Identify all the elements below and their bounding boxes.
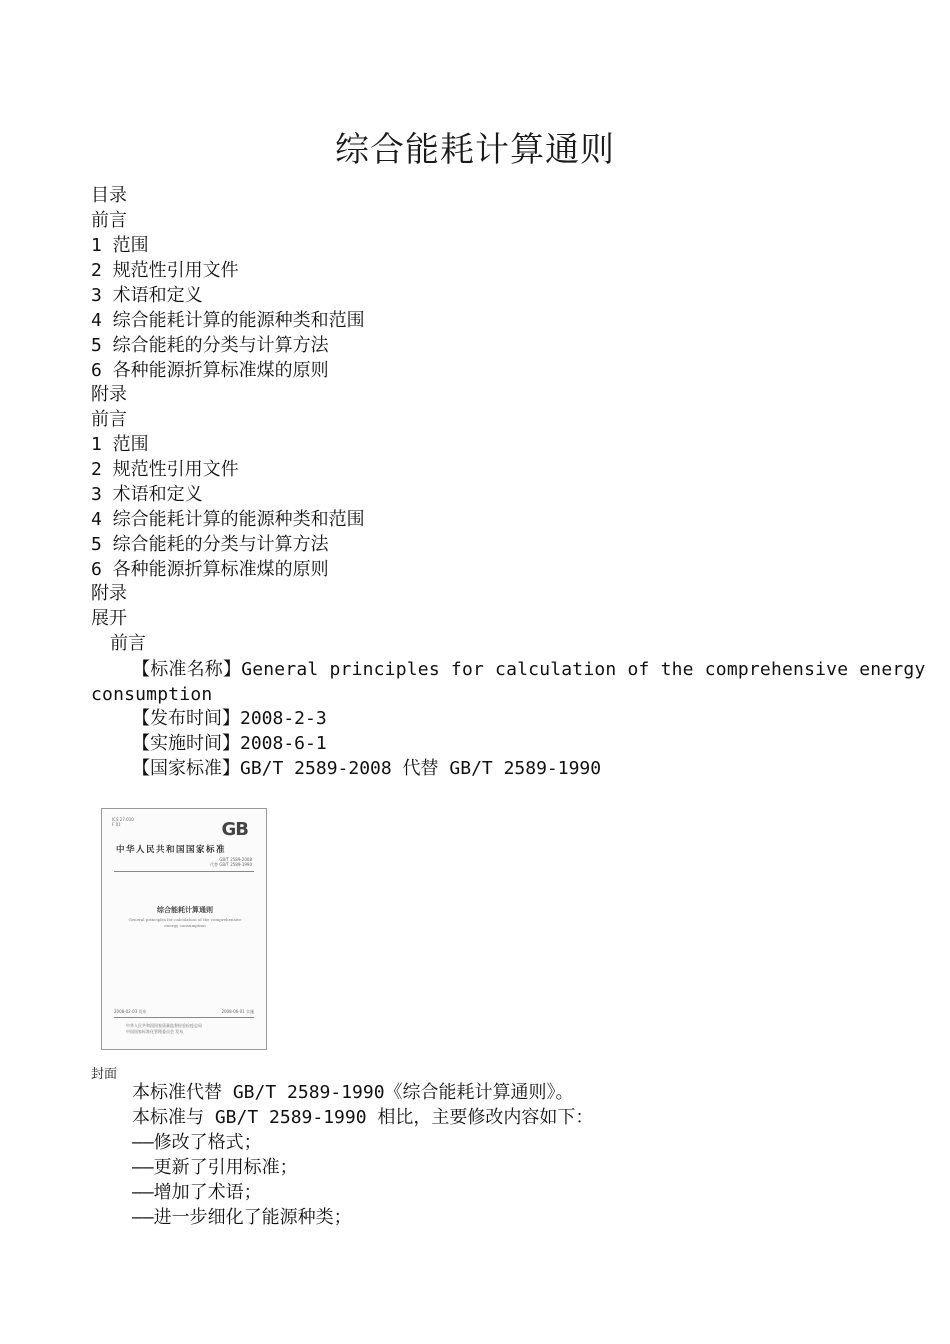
cover-chinese-title: 综合能耗计算通则 <box>157 906 213 914</box>
cover-ics-code: ICS 27.010 F 01 <box>112 817 134 827</box>
change-item: ——修改了格式； <box>132 1132 262 1153</box>
toc-item[interactable]: 2 规范性引用文件 <box>91 260 239 281</box>
publish-date: 【发布时间】2008-2-3 <box>132 708 327 729</box>
toc-item[interactable]: 3 术语和定义 <box>91 285 203 306</box>
cover-standard-number: GB/T 2589-2008 代替 GB/T 2589-1990 <box>210 857 252 867</box>
toc-item[interactable]: 附录 <box>91 384 127 405</box>
toc-item[interactable]: 5 综合能耗的分类与计算方法 <box>91 335 329 356</box>
body-paragraph: 本标准代替 GB/T 2589-1990《综合能耗计算通则》。 <box>132 1082 574 1103</box>
standard-name-line: 【标准名称】General principles for calculation of the comprehensive energy <box>132 659 926 680</box>
toc-item[interactable]: 前言 <box>91 409 127 430</box>
document-title: 综合能耗计算通则 <box>335 130 615 170</box>
cover-english-title: General principles for calculation of the comprehensive energy consumption <box>128 917 242 928</box>
toc-item[interactable]: 2 规范性引用文件 <box>91 459 239 480</box>
toc-item[interactable]: 5 综合能耗的分类与计算方法 <box>91 534 329 555</box>
toc-item[interactable]: 4 综合能耗计算的能源种类和范围 <box>91 509 365 530</box>
toc-item[interactable]: 3 术语和定义 <box>91 484 203 505</box>
national-standard: 【国家标准】GB/T 2589-2008 代替 GB/T 2589-1990 <box>132 758 602 779</box>
cover-implement-date: 2008-06-01 实施 <box>221 1009 254 1014</box>
toc-item[interactable]: 4 综合能耗计算的能源种类和范围 <box>91 310 365 331</box>
implement-date: 【实施时间】2008-6-1 <box>132 733 327 754</box>
standard-name-continued: consumption <box>91 684 213 705</box>
toc-item[interactable]: 1 范围 <box>91 235 149 256</box>
change-item: ——进一步细化了能源种类； <box>132 1207 352 1228</box>
toc-item[interactable]: 前言 <box>91 210 127 231</box>
image-caption: 封面 <box>91 1067 118 1082</box>
change-item: ——更新了引用标准； <box>132 1157 298 1178</box>
expand-link[interactable]: 展开 <box>91 608 127 629</box>
cover-publish-date: 2008-02-03 发布 <box>114 1009 147 1014</box>
toc-item[interactable]: 6 各种能源折算标准煤的原则 <box>91 360 329 381</box>
toc-item[interactable]: 6 各种能源折算标准煤的原则 <box>91 559 329 580</box>
body-paragraph: 本标准与 GB/T 2589-1990 相比，主要修改内容如下： <box>132 1107 594 1128</box>
cover-issuer: 中华人民共和国国家质量监督检验检疫总局 中国国家标准化管理委员会 发布 <box>126 1023 202 1034</box>
change-item: ——增加了术语； <box>132 1182 262 1203</box>
cover-rule <box>114 871 254 872</box>
toc-header: 目录 <box>91 185 127 206</box>
toc-item[interactable]: 附录 <box>91 583 127 604</box>
preface-heading: 前言 <box>110 633 146 654</box>
gb-logo: GB <box>221 819 248 840</box>
toc-item[interactable]: 1 范围 <box>91 434 149 455</box>
cover-national-standard: 中华人民共和国国家标准 <box>116 845 227 855</box>
cover-image <box>101 808 267 1050</box>
cover-rule <box>114 1017 254 1018</box>
